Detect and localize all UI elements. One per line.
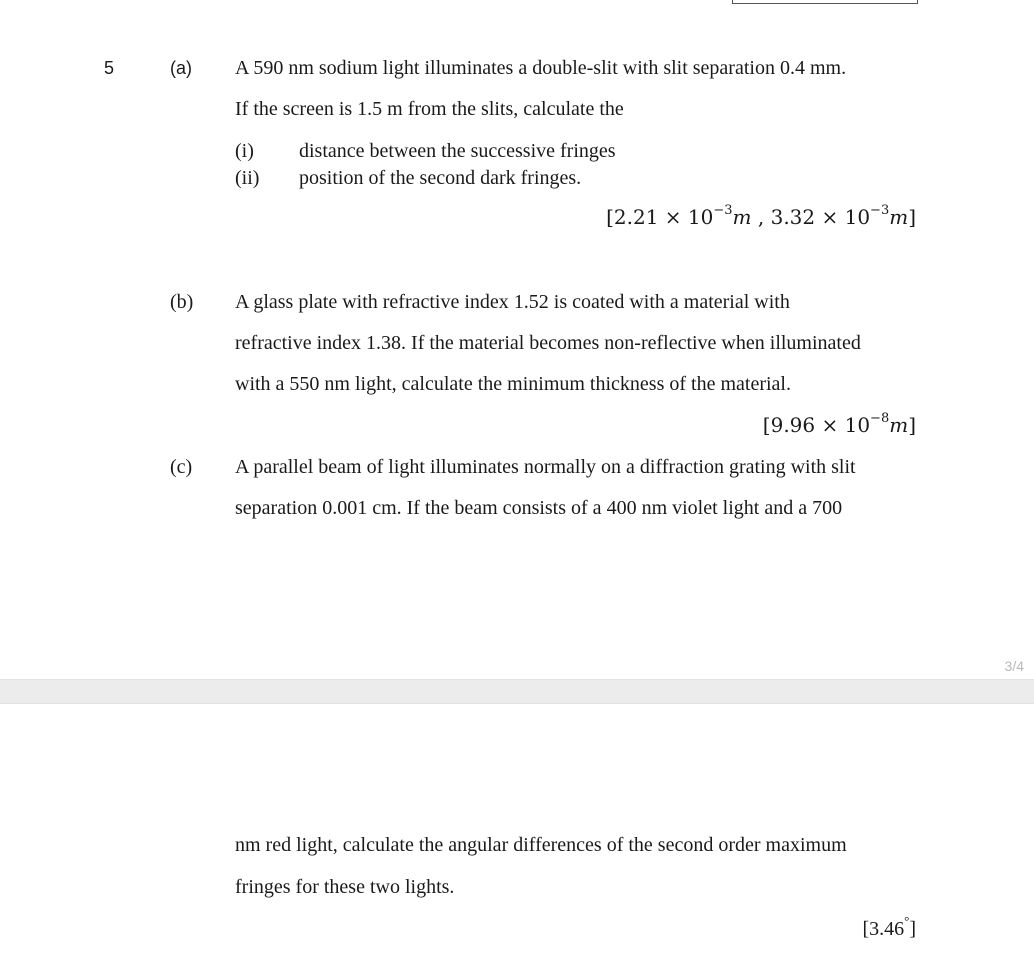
question-number: 5: [104, 58, 115, 78]
part-c-answer: [3.46°]: [862, 913, 916, 940]
previous-answer-bracket-fragment: [732, 0, 918, 4]
sub-ii-label: (ii): [235, 167, 260, 189]
part-b-label: (b): [170, 291, 194, 313]
part-c-line-1: A parallel beam of light illuminates normally on a diffraction grating with slit: [235, 456, 856, 478]
part-b-line-3: with a 550 nm light, calculate the minimum thickness of the material.: [235, 373, 791, 395]
part-a-line-1: A 590 nm sodium light illuminates a double-slit with slit separation 0.4 mm.: [235, 57, 847, 79]
part-c-line-3: nm red light, calculate the angular differences of the second order maximum: [235, 834, 847, 856]
sub-i-text: distance between the successive fringes: [299, 140, 616, 162]
part-c-line-4: fringes for these two lights.: [235, 876, 455, 898]
page-indicator: 3/4: [1004, 658, 1024, 674]
part-b-answer: $[9.96 \times 10^{-8}m]$: [762, 411, 916, 437]
sub-i-label: (i): [235, 140, 254, 162]
part-c-label: (c): [170, 456, 193, 478]
part-a-line-2: If the screen is 1.5 m from the slits, calculate the: [235, 98, 624, 120]
page-separator: [0, 679, 1034, 704]
part-a-answer: [$2.21 \times 10^{-3}m$ , $3.32 \times 10^{-3}m$]: [606, 203, 916, 229]
sub-ii-text: position of the second dark fringes.: [299, 167, 582, 189]
part-b-line-1: A glass plate with refractive index 1.52 is coated with a material with: [235, 291, 790, 313]
part-a-label: (a): [170, 58, 192, 78]
part-c-line-2: separation 0.001 cm. If the beam consists of a 400 nm violet light and a 700: [235, 497, 843, 519]
part-b-line-2: refractive index 1.38. If the material becomes non-reflective when illuminated: [235, 332, 861, 354]
